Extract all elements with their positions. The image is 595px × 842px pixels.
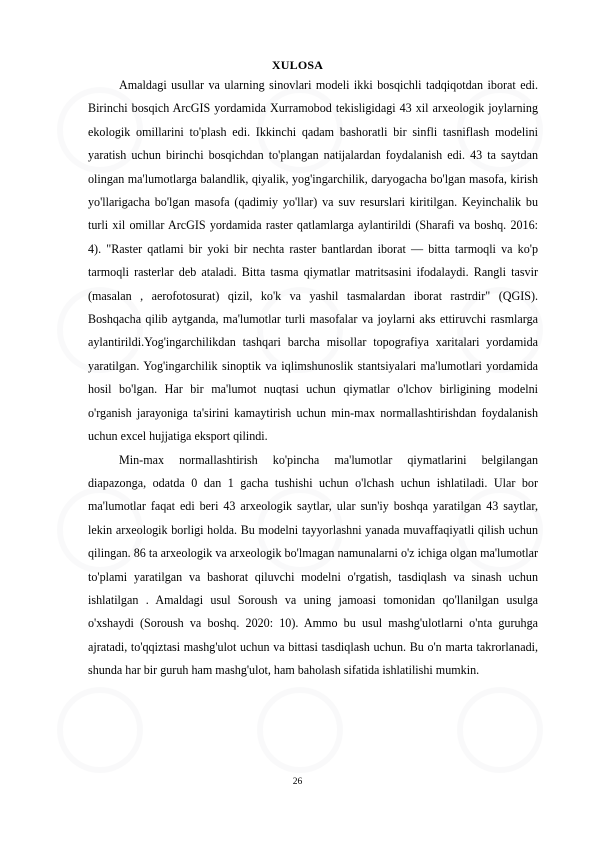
page-title: XULOSA <box>271 58 324 72</box>
paragraph: Amaldagi usullar va ularning sinovlari modeli ikki bosqichli tadqiqotdan iborat edi. Birinchi bosqich ArcGIS yordamida Xurramobod tekisligidagi 43 xil arxeologik joylarning ekologik omillarini to'plash edi. Ikkinchi qadam bashoratli bir sinfli tasniflash modelini yaratish uchun birinchi bosqichdan to'plangan natijalardan foydalanish edi. 43 ta saytdan olingan ma'lumotlarga balandlik, qiyalik, yog'ingarchilik, daryogacha bo'lgan masofa, kirish yo'llarigacha bo'lgan masofa (qadimiy yo'llar) va suv resurslari kiritilgan. Keyinchalik bu turli xil omillar ArcGIS yordamida raster qatlamlarga aylantirildi (Sharafi va boshq. 2016: 4). "Raster qatlami bir yoki bir nechta raster bantlardan iborat — bitta tarmoqli va ko'p tarmoqli rasterlar deb ataladi. Bitta tasma qiymatlar matritsasini ifodalaydi. Rangli tasvir (masalan , aerofotosurat) qizil, ko'k va yashil tasmalardan iborat rastrdir" (QGIS). Boshqacha qilib aytganda, ma'lumotlar turli masofalar va joylarni aks ettiruvchi rasmlarga aylantirildi.Yog'ingarchilikdan tashqari barcha misollar topografiya xaritalari yordamida yaratilgan. Yog'ingarchilik sinoptik va iqlimshunoslik stantsiyalari ma'lumotlari yordamida hosil bo'lgan. Har bir ma'lumot nuqtasi uchun qiymatlar o'lchov birligining modelni o'rganish jarayoniga ta'sirini kamaytirish uchun min-max normallashtirishdan foydalanish uchun excel hujjatiga eksport qilindi. <box>88 78 538 444</box>
document-body <box>88 74 538 683</box>
paragraph: Min-max normallashtirish ko'pincha ma'lumotlar qiymatlarini belgilangan diapazonga, odatda 0 dan 1 gacha tushishi uchun o'lchash uchun ishlatiladi. Ular bor ma'lumotlar faqat edi beri 43 arxeologik saytlar, ular sun'iy boshqa yaratilgan 43 saytlar, lekin arxeologik borligi holda. Bu modelni tayyorlashni yanada muvaffaqiyatli qilish uchun qilingan. 86 ta arxeologik va arxeologik bo'lmagan namunalarni o'z ichiga olgan ma'lumotlar to'plami yaratilgan va bashorat qiluvchi modelni o'rgatish, tasdiqlash va sinash uchun ishlatilgan . Amaldagi usul Soroush va uning jamoasi tomonidan qo'llanilgan usulga o'xshaydi (Soroush va boshq. 2020: 10). Ammo bu usul mashg'ulotlarni o'nta guruhga ajratadi, to'qqiztasi mashg'ulot uchun va bittasi tasdiqlash uchun. Bu o'n marta takrorlanadi, shunda har bir guruh ham mashg'ulot, ham baholash sifatida ishlatilishi mumkin. <box>88 452 538 678</box>
page-number: 26 <box>292 777 303 787</box>
